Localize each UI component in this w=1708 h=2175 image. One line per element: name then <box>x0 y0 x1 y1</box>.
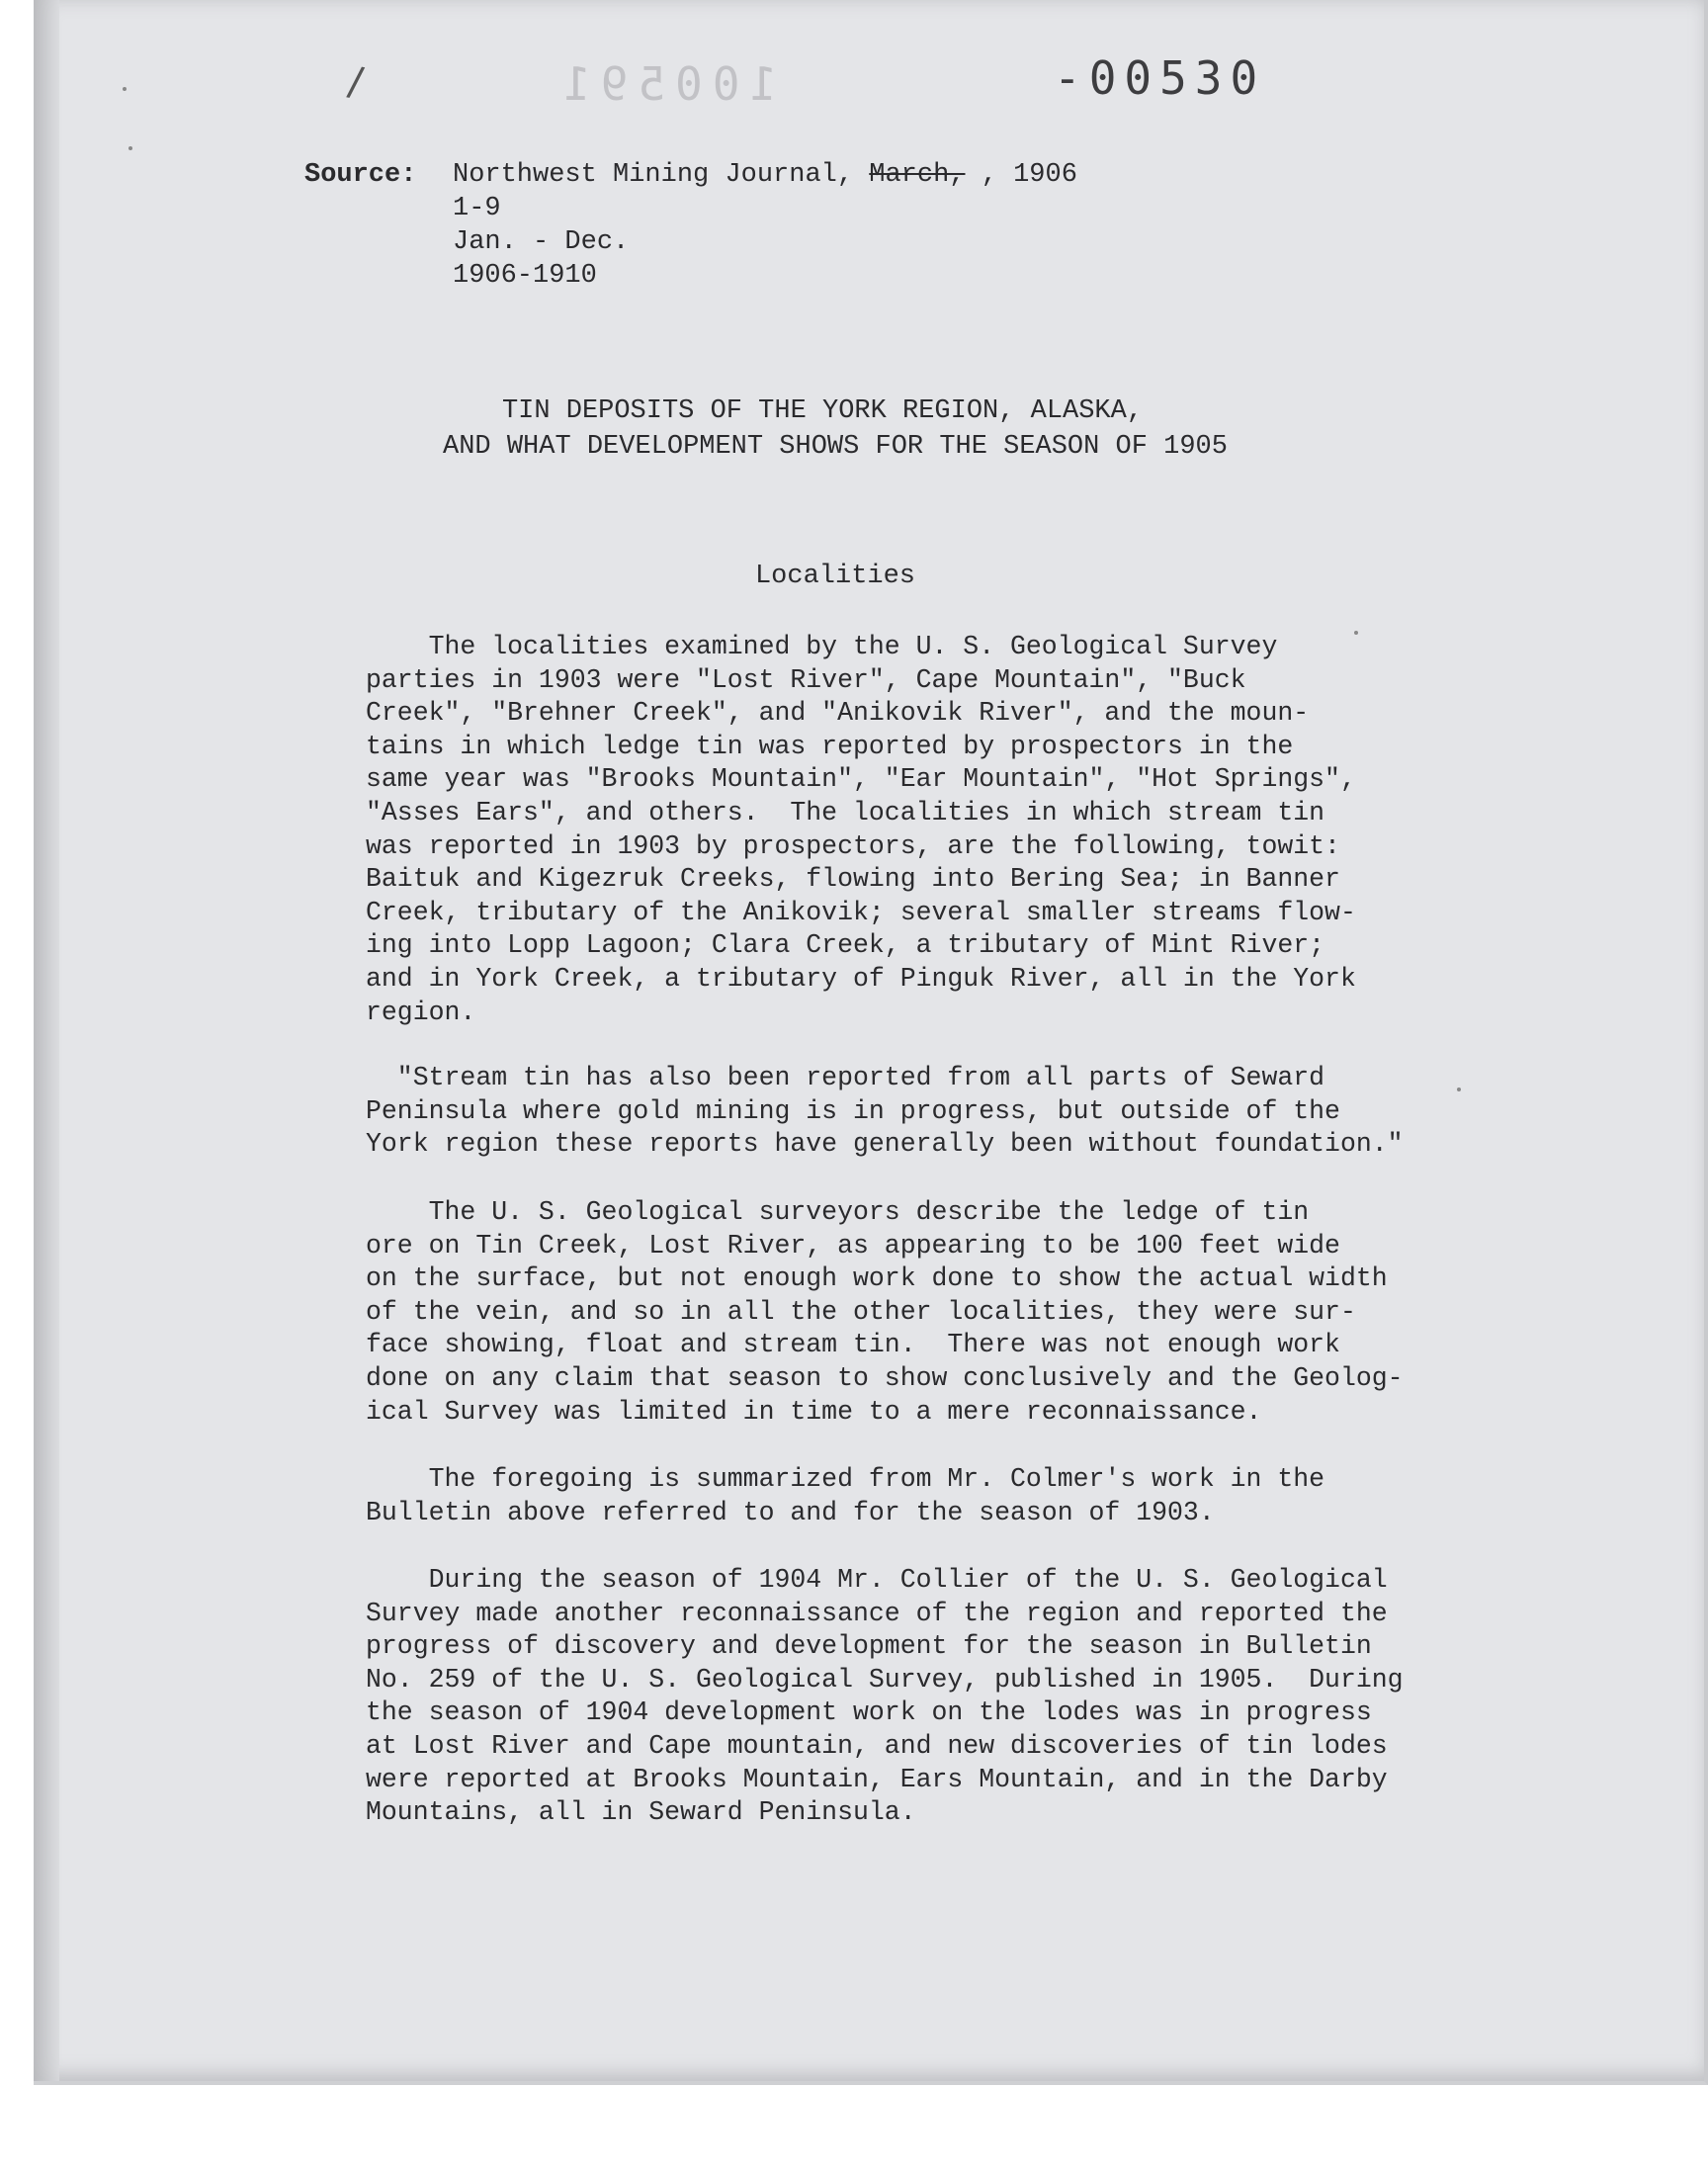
paragraph-summary: The foregoing is summarized from Mr. Colmer's work in the Bulletin above referred to and for the season of 1903. <box>366 1464 1325 1527</box>
pencil-mark: / <box>345 58 367 106</box>
source-journal-line <box>453 158 1077 192</box>
source-month: March, <box>869 160 966 190</box>
paragraph-ledge-description: The U. S. Geological surveyors describe the ledge of tin ore on Tin Creek, Lost River, as appearing to be 100 feet wide on the surface, but not enough work done to show the actual width of the vein, and so in all the other localities, they were sur- face showing, float and stream tin. There was not enough work done on any claim that season to show conclusively and the Geolog- ical Survey was limited in time to a mere reconnaissance. <box>366 1197 1404 1427</box>
faint-stamp-number: 100591 <box>554 57 778 111</box>
title-line-1: TIN DEPOSITS OF THE YORK REGION, ALASKA, <box>501 396 1144 426</box>
source-block <box>304 158 1077 293</box>
source-months: Jan. - Dec. <box>453 227 630 257</box>
source-label: Source: <box>304 160 417 190</box>
paragraph-stream-tin-quote: "Stream tin has also been reported from all parts of Seward Peninsula where gold mining is in progress, but outside of the York region these reports have generally been without foundation." <box>366 1063 1404 1160</box>
source-volumes: 1-9 <box>453 194 501 223</box>
source-years: 1906-1910 <box>453 261 597 291</box>
title-line-2: AND WHAT DEVELOPMENT SHOWS FOR THE SEASON OF 1905 <box>443 432 1228 462</box>
paper-speck <box>128 146 132 150</box>
paragraph-localities: The localities examined by the U. S. Geological Survey parties in 1903 were "Lost River", Cape Mountain", "Buck Creek", "Brehner Creek", and "Anikovik River", and the moun- tains in which ledge tin was reported by prospectors in the same year was "Brooks Mountain", "Ear Mountain", "Hot Springs", "Asses Ears", and others. The localities in which stream tin was reported in 1903 by prospectors, are the following, towit: Baituk and Kigezruk Creeks, flowing into Bering Sea; in Banner Creek, tributary of the Anikovik; several smaller streams flow- ing into Lopp Lagoon; Clara Creek, a tributary of Mint River; and in York Creek, a tributary of Pinguk River, all in the York region. <box>366 632 1356 1027</box>
paragraph-season-1904: During the season of 1904 Mr. Collier of the U. S. Geological Survey made another reconnaissance of the region and reported the progress of discovery and development for the season in Bulletin No. 259 of the U. S. Geological Survey, published in 1905. During the season of 1904 development work on the lodes was in progress at Lost River and Cape mountain, and new discoveries of tin lodes were reported at Brooks Mountain, Ears Mountain, and in the Darby Mountains, all in Seward Peninsula. <box>366 1565 1404 1828</box>
paper-speck <box>123 87 127 91</box>
document-title <box>0 393 1670 465</box>
source-journal: Northwest Mining Journal, <box>453 160 870 190</box>
document-number-stamp: -00530 <box>1054 51 1266 105</box>
source-year: , 1906 <box>965 160 1077 190</box>
section-heading: Localities <box>754 562 916 591</box>
